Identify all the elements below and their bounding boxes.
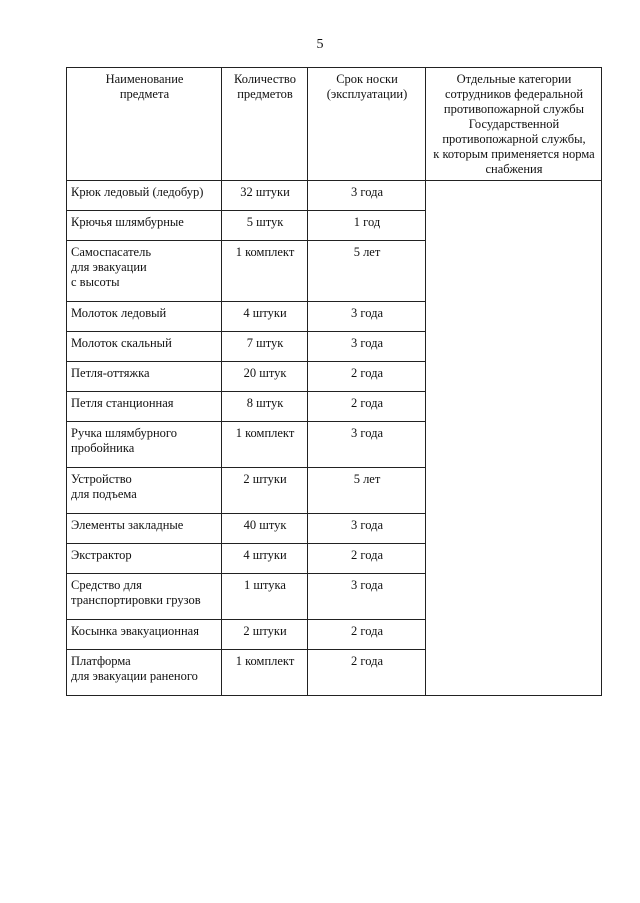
header-quantity: Количество предметов [222, 68, 308, 181]
cell-quantity: 4 штуки [222, 544, 308, 574]
cell-term: 2 года [308, 620, 426, 650]
cell-quantity: 20 штук [222, 362, 308, 392]
table-body [67, 181, 602, 696]
cell-item-name: Молоток скальный [67, 332, 222, 362]
cell-term: 3 года [308, 574, 426, 620]
cell-item-name: Крючья шлямбурные [67, 211, 222, 241]
cell-term: 2 года [308, 362, 426, 392]
cell-term: 3 года [308, 302, 426, 332]
cell-item-name: Петля станционная [67, 392, 222, 422]
cell-employee-category-merged [426, 181, 602, 696]
table-header-row [67, 68, 602, 181]
cell-item-name: Платформа для эвакуации раненого [67, 650, 222, 696]
cell-term: 3 года [308, 422, 426, 468]
header-term: Срок носки (эксплуатации) [308, 68, 426, 181]
cell-term: 2 года [308, 392, 426, 422]
cell-quantity: 1 комплект [222, 650, 308, 696]
cell-quantity: 1 комплект [222, 241, 308, 302]
supply-norms-table [66, 67, 602, 696]
cell-quantity: 2 штуки [222, 468, 308, 514]
cell-item-name: Ручка шлямбурного пробойника [67, 422, 222, 468]
cell-term: 2 года [308, 650, 426, 696]
cell-quantity: 2 штуки [222, 620, 308, 650]
cell-quantity: 32 штуки [222, 181, 308, 211]
cell-term: 3 года [308, 181, 426, 211]
cell-quantity: 8 штук [222, 392, 308, 422]
cell-item-name: Устройство для подъема [67, 468, 222, 514]
cell-term: 3 года [308, 514, 426, 544]
cell-term: 3 года [308, 332, 426, 362]
cell-quantity: 1 штука [222, 574, 308, 620]
cell-term: 1 год [308, 211, 426, 241]
cell-item-name: Средство для транспортировки грузов [67, 574, 222, 620]
cell-term: 2 года [308, 544, 426, 574]
cell-item-name: Крюк ледовый (ледобур) [67, 181, 222, 211]
cell-quantity: 40 штук [222, 514, 308, 544]
cell-item-name: Самоспасатель для эвакуации с высоты [67, 241, 222, 302]
cell-quantity: 7 штук [222, 332, 308, 362]
page-number: 5 [316, 37, 324, 52]
cell-item-name: Косынка эвакуационная [67, 620, 222, 650]
cell-item-name: Экстрактор [67, 544, 222, 574]
cell-quantity: 4 штуки [222, 302, 308, 332]
cell-term: 5 лет [308, 241, 426, 302]
cell-quantity: 5 штук [222, 211, 308, 241]
cell-term: 5 лет [308, 468, 426, 514]
header-employee-category: Отдельные категории сотрудников федеральной противопожарной службы Государственной противопожарной службы, к которым применяется норма снабжения [426, 68, 602, 181]
cell-item-name: Элементы закладные [67, 514, 222, 544]
cell-item-name: Петля-оттяжка [67, 362, 222, 392]
header-item-name: Наименование предмета [67, 68, 222, 181]
table-row [67, 181, 602, 211]
cell-quantity: 1 комплект [222, 422, 308, 468]
cell-item-name: Молоток ледовый [67, 302, 222, 332]
